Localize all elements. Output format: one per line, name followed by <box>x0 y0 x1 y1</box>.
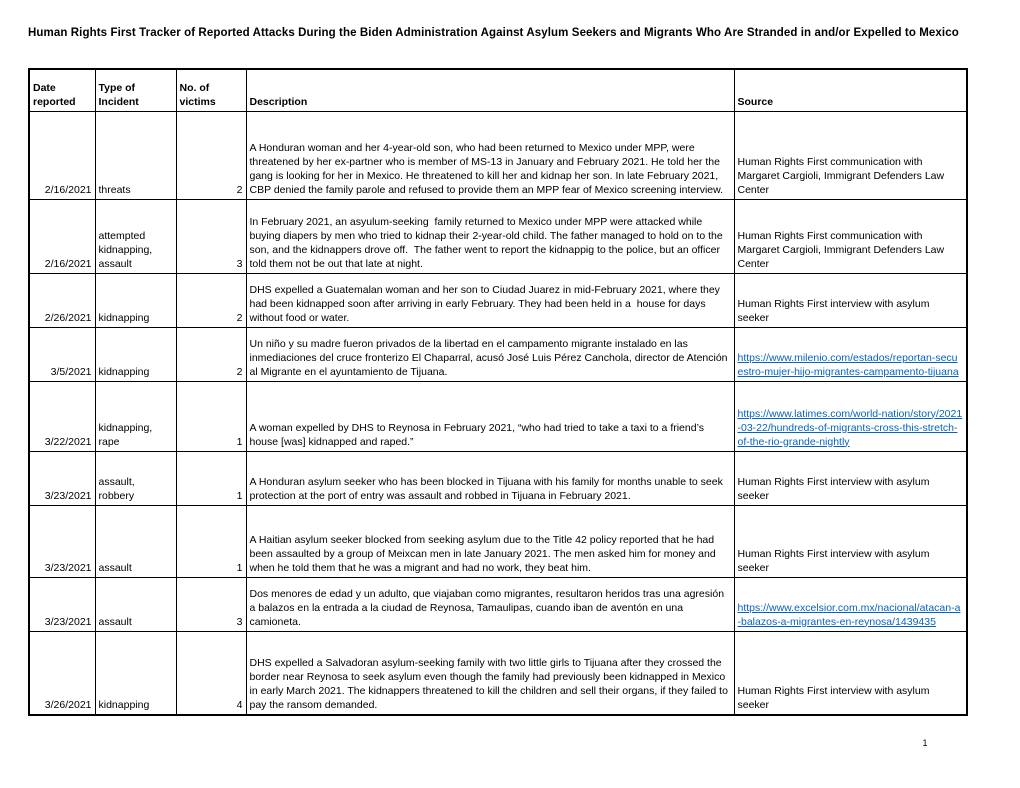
table-header-row <box>29 69 967 111</box>
victims-cell: 1 <box>176 505 246 577</box>
incident-type-cell: attempted kidnapping, assault <box>95 199 176 273</box>
source-cell <box>734 577 967 631</box>
description-cell: Dos menores de edad y un adulto, que viajaban como migrantes, resultaron heridos tras una agresión a balazos en la entrada a la ciudad de Reynosa, Tamaulipas, cuando iban de aventón en una camioneta. <box>246 577 734 631</box>
source-link[interactable]: https://www.excelsior.com.mx/nacional/atacan-a-balazos-a-migrantes-en-reynosa/1439435 <box>737 601 961 628</box>
victims-cell: 3 <box>176 577 246 631</box>
source-cell: Human Rights First interview with asylum seeker <box>734 451 967 505</box>
table-row <box>29 451 967 505</box>
description-cell: In February 2021, an asyulum-seeking family returned to Mexico under MPP were attacked while buying diapers by men who tried to kidnap their 2-year-old child. The father managed to hold on to the son, and the kidnappers drove off. The father went to report the kidnappig to the police, but an officer told them not be out that late at night. <box>246 199 734 273</box>
source-cell: Human Rights First communication with Margaret Cargioli, Immigrant Defenders Law Center <box>734 111 967 199</box>
table-row <box>29 327 967 381</box>
incident-type-cell: kidnapping <box>95 273 176 327</box>
date-cell: 3/5/2021 <box>29 327 95 381</box>
column-header-source: Source <box>734 69 967 111</box>
incident-type-cell: assault <box>95 577 176 631</box>
source-cell: Human Rights First communication with Margaret Cargioli, Immigrant Defenders Law Center <box>734 199 967 273</box>
date-cell: 2/16/2021 <box>29 111 95 199</box>
column-header-description: Description <box>246 69 734 111</box>
victims-cell: 1 <box>176 381 246 451</box>
attacks-tracker-table <box>28 68 968 716</box>
date-cell: 3/23/2021 <box>29 451 95 505</box>
table-row <box>29 111 967 199</box>
table-row <box>29 577 967 631</box>
source-link[interactable]: https://www.milenio.com/estados/reportan-secuestro-mujer-hijo-migrantes-campamento-tijuana <box>737 351 959 378</box>
victims-cell: 2 <box>176 327 246 381</box>
date-cell: 2/26/2021 <box>29 273 95 327</box>
table-row <box>29 631 967 715</box>
column-header-no-of-victims: No. of victims <box>176 69 246 111</box>
description-cell: Un niño y su madre fueron privados de la libertad en el campamento migrante instalado en las inmediaciones del cruce fronterizo El Chaparral, acusó José Luis Pérez Canchola, director de Atención al Migrante en el ayuntamiento de Tijuana. <box>246 327 734 381</box>
column-header-type-of-incident: Type of Incident <box>95 69 176 111</box>
source-link[interactable]: https://www.latimes.com/world-nation/story/2021-03-22/hundreds-of-migrants-cross-this-stretch-of-the-rio-grande-nightly <box>737 407 963 448</box>
column-header-date-reported: Date reported <box>29 69 95 111</box>
incident-type-cell: assault <box>95 505 176 577</box>
table-row <box>29 381 967 451</box>
date-cell: 2/16/2021 <box>29 199 95 273</box>
description-cell: A Honduran asylum seeker who has been blocked in Tijuana with his family for months unable to seek protection at the port of entry was assault and robbed in Tijuana in February 2021. <box>246 451 734 505</box>
date-cell: 3/23/2021 <box>29 505 95 577</box>
table-row <box>29 505 967 577</box>
victims-cell: 1 <box>176 451 246 505</box>
source-cell: Human Rights First interview with asylum seeker <box>734 505 967 577</box>
victims-cell: 2 <box>176 111 246 199</box>
description-cell: A Haitian asylum seeker blocked from seeking asylum due to the Title 42 policy reported that he had been assaulted by a group of Meixcan men in late January 2021. The men asked him for money and when he told them that he was a migrant and had no work, they beat him. <box>246 505 734 577</box>
incident-type-cell: assault, robbery <box>95 451 176 505</box>
source-cell <box>734 327 967 381</box>
page-title: Human Rights First Tracker of Reported Attacks During the Biden Administration Against Asylum Seekers and Migrants Who Are Stranded in and/or Expelled to Mexico <box>28 27 959 39</box>
source-cell <box>734 381 967 451</box>
incident-type-cell: kidnapping <box>95 327 176 381</box>
page-number: 1 <box>922 738 928 748</box>
incident-type-cell: threats <box>95 111 176 199</box>
date-cell: 3/22/2021 <box>29 381 95 451</box>
incident-type-cell: kidnapping <box>95 631 176 715</box>
victims-cell: 3 <box>176 199 246 273</box>
description-cell: A Honduran woman and her 4-year-old son, who had been returned to Mexico under MPP, were threatened by her ex-partner who is member of MS-13 in January and February 2021. He told her the gang is looking for her in Mexico. He threatened to kill her and kidnap her son. In late February 2021, CBP denied the family parole and refused to provide them an MPP fear of Mexico screening interview. <box>246 111 734 199</box>
victims-cell: 4 <box>176 631 246 715</box>
incident-type-cell: kidnapping, rape <box>95 381 176 451</box>
source-cell: Human Rights First interview with asylum seeker <box>734 273 967 327</box>
date-cell: 3/23/2021 <box>29 577 95 631</box>
table-row <box>29 273 967 327</box>
source-cell: Human Rights First interview with asylum seeker <box>734 631 967 715</box>
description-cell: DHS expelled a Guatemalan woman and her son to Ciudad Juarez in mid-February 2021, where they had been kidnapped soon after arriving in early February. They had been held in a house for days without food or water. <box>246 273 734 327</box>
table-row <box>29 199 967 273</box>
description-cell: A woman expelled by DHS to Reynosa in February 2021, “who had tried to take a taxi to a friend’s house [was] kidnapped and raped.” <box>246 381 734 451</box>
victims-cell: 2 <box>176 273 246 327</box>
date-cell: 3/26/2021 <box>29 631 95 715</box>
description-cell: DHS expelled a Salvadoran asylum-seeking family with two little girls to Tijuana after they crossed the border near Reynosa to seek asylum even though the family had previously been kidnapped in Mexico in early March 2021. The kidnappers threatened to kill the children and sell their organs, if they failed to pay the ransom demanded. <box>246 631 734 715</box>
